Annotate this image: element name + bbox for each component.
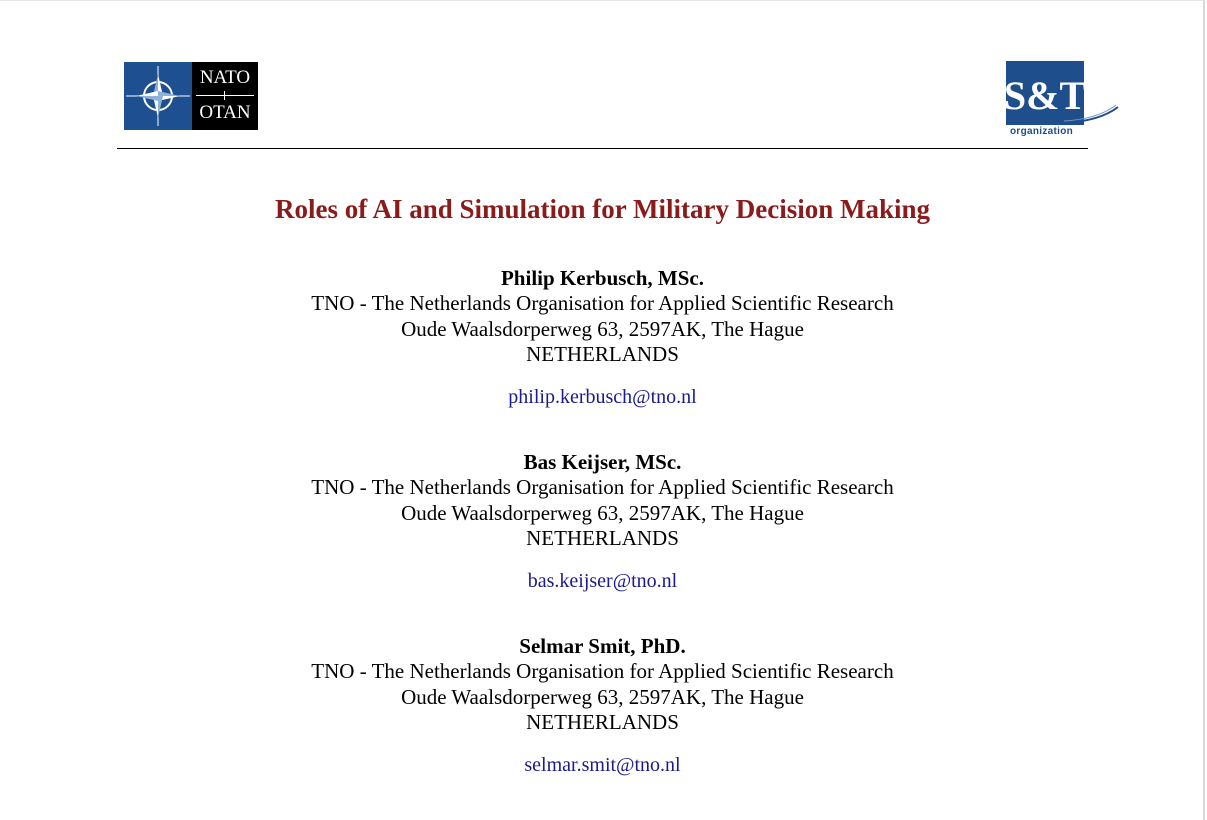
st-mark: S&T xyxy=(1004,73,1087,118)
nato-otan-wordmark xyxy=(192,62,258,130)
nato-divider-tick xyxy=(224,91,225,100)
author-email-link[interactable]: philip.kerbusch@tno.nl xyxy=(508,385,697,408)
author-address: Oude Waalsdorperweg 63, 2597AK, The Hague xyxy=(401,500,804,525)
header-divider xyxy=(117,148,1088,149)
author-block xyxy=(0,449,1205,594)
nato-otan-logo xyxy=(124,62,258,130)
nato-label: NATO xyxy=(199,67,251,88)
author-name: Philip Kerbusch, MSc. xyxy=(500,266,705,290)
paper-title: Roles of AI and Simulation for Military Decision Making xyxy=(274,194,931,224)
author-country: NETHERLANDS xyxy=(526,526,679,550)
author-country: NETHERLANDS xyxy=(526,710,679,734)
st-organization-logo xyxy=(1004,59,1120,141)
nato-compass-rose-icon xyxy=(124,62,192,130)
author-address: Oude Waalsdorperweg 63, 2597AK, The Hague xyxy=(401,316,804,341)
author-address: Oude Waalsdorperweg 63, 2597AK, The Hague xyxy=(401,684,804,709)
st-subtitle: organization xyxy=(1010,126,1074,137)
author-email-link[interactable]: bas.keijser@tno.nl xyxy=(527,569,678,592)
author-email-link[interactable]: selmar.smit@tno.nl xyxy=(524,753,681,776)
author-block xyxy=(0,265,1205,410)
author-affiliation: TNO - The Netherlands Organisation for Applied Scientific Research xyxy=(311,475,894,499)
nato-divider xyxy=(196,95,254,96)
author-name: Selmar Smit, PhD. xyxy=(519,634,686,658)
author-affiliation: TNO - The Netherlands Organisation for Applied Scientific Research xyxy=(311,291,894,315)
author-country: NETHERLANDS xyxy=(526,342,679,366)
author-affiliation: TNO - The Netherlands Organisation for Applied Scientific Research xyxy=(311,659,894,683)
author-block xyxy=(0,633,1205,778)
author-name: Bas Keijser, MSc. xyxy=(523,450,682,474)
otan-label: OTAN xyxy=(199,102,251,123)
